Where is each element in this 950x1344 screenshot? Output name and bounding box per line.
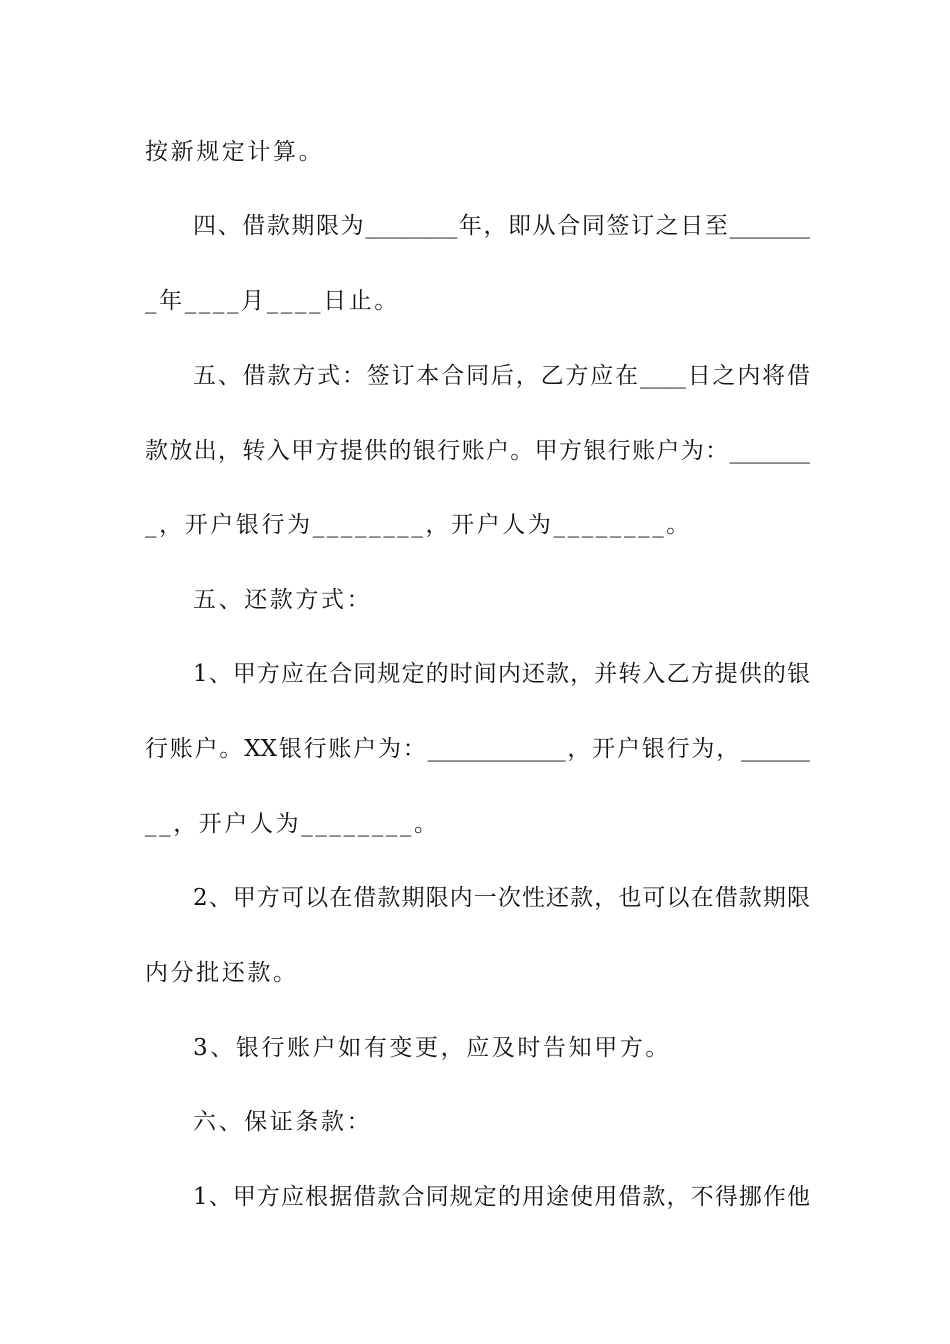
text-line: 内分批还款。 (145, 960, 299, 986)
text-line: _年____月____日止。 (145, 288, 400, 314)
text-line: 款放出，转入甲方提供的银行账户。甲方银行账户为：_______ (145, 438, 810, 464)
text-line: 四、借款期限为________年，即从合同签订之日至_______ (193, 213, 810, 239)
text-line: 1、甲方应根据借款合同规定的用途使用借款，不得挪作他 (193, 1184, 810, 1210)
text-line: 2、甲方可以在借款期限内一次性还款，也可以在借款期限 (193, 885, 810, 911)
text-line: __，开户人为________。 (145, 811, 440, 837)
text-line: 按新规定计算。 (145, 139, 325, 165)
text-line: 行账户。XX银行账户为：____________，开户银行为，______ (145, 736, 810, 762)
text-line: 1、甲方应在合同规定的时间内还款，并转入乙方提供的银 (193, 661, 810, 687)
text-line: 3、银行账户如有变更，应及时告知甲方。 (193, 1035, 672, 1061)
text-line: 六、保证条款： (193, 1109, 373, 1135)
text-line: _，开户银行为________，开户人为________。 (145, 512, 692, 538)
text-line: 五、借款方式：签订本合同后，乙方应在____日之内将借 (193, 363, 810, 389)
text-line: 五、还款方式： (193, 587, 373, 613)
